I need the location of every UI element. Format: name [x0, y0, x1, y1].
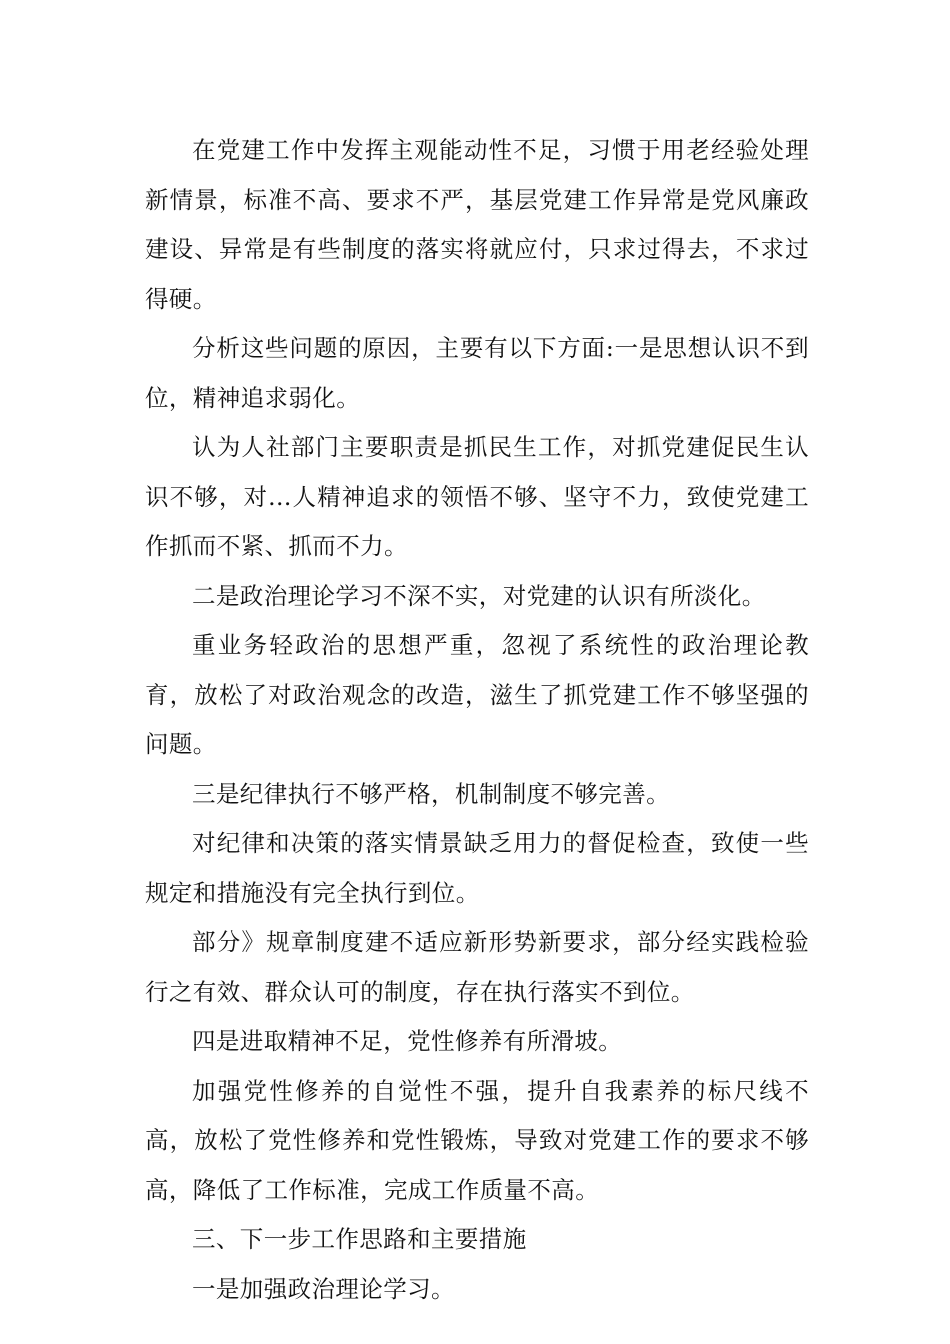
- paragraph-9: 四是进取精神不足，党性修养有所滑坡。: [192, 1027, 623, 1055]
- paragraph-3: 认为人社部门主要职责是抓民生工作，对抓党建促民生认识不够，对...人精神追求的领悟不够、坚守不力，致使党建工作抓而不紧、抓而不力。: [145, 433, 809, 560]
- paragraph-4: 二是政治理论学习不深不实，对党建的认识有所淡化。: [192, 581, 766, 610]
- section-heading: 三、下一步工作思路和主要措施: [192, 1225, 527, 1253]
- paragraph-2: 分析这些问题的原因，主要有以下方面:一是思想认识不到位，精神追求弱化。: [145, 334, 809, 412]
- paragraph-10: 加强党性修养的自觉性不强，提升自我素养的标尺线不高，放松了党性修养和党性锻炼，导致对党建工作的要求不够高，降低了工作标准，完成工作质量不高。: [145, 1076, 809, 1204]
- paragraph-8: 部分》规章制度建不适应新形势新要求，部分经实践检验行之有效、群众认可的制度，存在执行落实不到位。: [145, 928, 809, 1006]
- paragraph-5: 重业务轻政治的思想严重，忽视了系统性的政治理论教育，放松了对政治观念的改造，滋生了抓党建工作不够坚强的问题。: [145, 631, 809, 758]
- document-body: [145, 126, 809, 1314]
- paragraph-6: 三是纪律执行不够严格，机制制度不够完善。: [192, 779, 670, 808]
- paragraph-7: 对纪律和决策的落实情景缺乏用力的督促检查，致使一些规定和措施没有完全执行到位。: [145, 829, 809, 907]
- paragraph-1: 在党建工作中发挥主观能动性不足，习惯于用老经验处理新情景，标准不高、要求不严，基层党建工作异常是党风廉政建设、异常是有些制度的落实将就应付，只求过得去，不求过得硬。: [145, 136, 809, 313]
- paragraph-12: 一是加强政治理论学习。: [192, 1274, 455, 1303]
